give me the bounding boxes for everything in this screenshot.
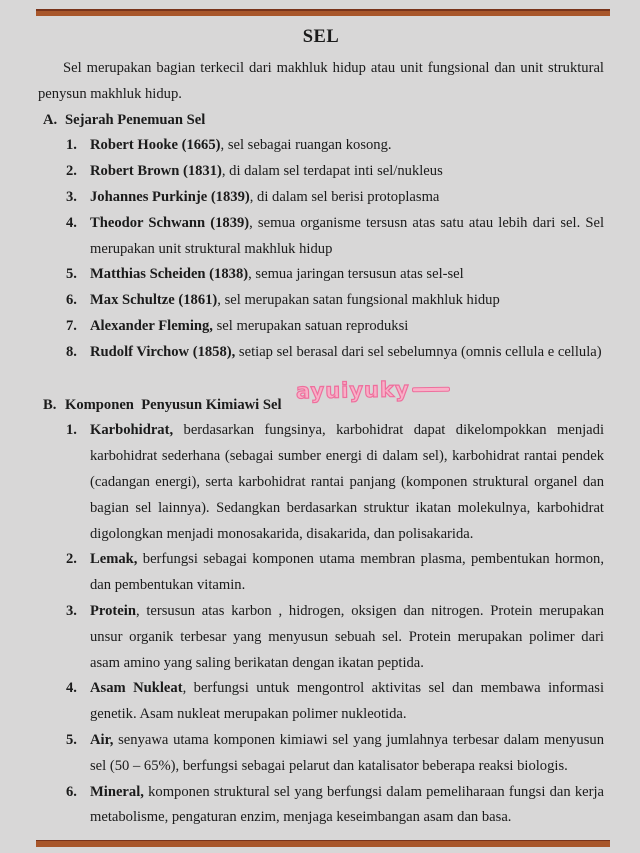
section-a-label: A. [43,111,58,128]
list-number: 6. [66,292,77,309]
list-number: 3. [66,188,77,205]
list-item-body [90,262,604,288]
list-item [38,676,604,728]
list-item-text: , di dalam sel berisi protoplasma [249,188,440,205]
list-item [38,728,604,780]
list-item-text: , semua jaringan tersusun atas sel-sel [248,266,464,283]
list-item [38,340,604,366]
section-a-header [38,108,604,134]
list-number: 4. [66,680,77,697]
list-item-lead: Johannes Purkinje (1839) [90,188,250,205]
list-item-text: komponen struktural sel yang berfungsi dalam pemeliharaan fungsi dan kerja metabolisme, pengaturan enzim, menjaga keseimbangan asam dan basa. [90,783,604,826]
list-item-text: , berfungsi untuk mengontrol aktivitas sel dan membawa informasi genetik. Asam nukleat merupakan polimer nukleotida. [90,680,604,723]
list-item [38,314,604,340]
list-item-lead: Matthias Scheiden (1838) [90,266,249,283]
list-item-text: setiap sel berasal dari sel sebelumnya (omnis cellula e cellula) [235,343,602,360]
list-item [38,599,604,676]
list-item-lead: Max Schultze (1861) [90,292,218,309]
watermark-dash-icon [412,387,450,393]
list-item-text: senyawa utama komponen kimiawi sel yang jumlahnya terbesar dalam menyusun sel (50 – 65%), berfungsi sebagai pelarut dan katalisator beberapa reaksi biologis. [90,731,604,774]
bottom-divider [36,840,610,847]
watermark [296,377,450,404]
list-item [38,133,604,159]
list-item [38,547,604,599]
list-number: 4. [66,214,77,231]
list-item-body [90,418,604,547]
list-item-body [90,340,604,366]
list-item [38,262,604,288]
list-item-body [90,314,604,340]
list-item-lead: Mineral, [90,783,144,800]
list-item-lead: Theodor Schwann (1839) [90,214,250,231]
list-item-body [90,599,604,676]
list-item [38,780,604,832]
page-title: SEL [302,27,340,47]
top-divider [36,9,610,16]
list-item-body [90,780,604,832]
list-number: 7. [66,317,77,334]
list-item-text: , di dalam sel terdapat inti sel/nukleus [221,163,443,180]
list-item-lead: Robert Hooke (1665) [90,137,221,154]
list-number: 1. [66,137,77,154]
list-item-text: berdasarkan fungsinya, karbohidrat dapat dikelompokkan menjadi karbohidrat sederhana (sebagai sumber energi di dalam sel), karbohidrat rantai pendek (cadangan energi), serta karbohidrat rantai panjang (komponen struktural organel dan bagian sel lainnya). Sedangkan berdasarkan struktur ikatan molekulnya, karbohidrat digolongkan menjadi monosakarida, disakarida, dan polisakarida. [90,422,604,542]
list-item-lead: Alexander Fleming, [90,317,213,334]
list-number: 5. [66,731,77,748]
list-item-lead: Lemak, [90,551,138,568]
section-b-heading: Komponen Penyusun Kimiawi Sel [65,396,282,413]
list-item [38,159,604,185]
list-number: 6. [66,783,77,800]
list-item-body [90,547,604,599]
list-item-lead: Protein [90,602,136,619]
list-item-body [90,676,604,728]
list-number: 2. [66,551,77,568]
list-item-text: berfungsi sebagai komponen utama membran plasma, pembentukan hormon, dan pembentukan vitamin. [90,551,604,594]
list-item-body [90,185,604,211]
section-a-heading: Sejarah Penemuan Sel [65,111,206,128]
section-a [38,108,604,366]
list-number: 5. [66,266,77,283]
list-item-body [90,133,604,159]
list-item-lead: Air, [90,731,114,748]
section-b-label: B. [43,396,57,413]
list-item [38,288,604,314]
list-item [38,211,604,263]
list-number: 1. [66,422,77,439]
list-item-lead: Karbohidrat, [90,422,174,439]
watermark-text: ayuiyuky [295,377,410,404]
list-number: 8. [66,343,77,360]
list-item-text: sel merupakan satuan reproduksi [212,317,409,334]
list-item-text: , semua organisme tersusn atas satu atau lebih dari sel. Sel merupakan unit struktural makhluk hidup [90,214,605,257]
list-item-lead: Asam Nukleat [90,680,183,697]
intro-paragraph: Sel merupakan bagian terkecil dari makhluk hidup atau unit fungsional dan unit struktural penysun makhluk hidup. [38,60,604,102]
list-item-body [90,728,604,780]
list-item-body [90,159,604,185]
list-item-lead: Robert Brown (1831) [90,163,222,180]
list-item-text: , sel sebagai ruangan kosong. [220,137,392,154]
document-page [0,26,640,831]
list-item-text: , tersusun atas karbon , hidrogen, oksigen dan nitrogen. Protein merupakan unsur organik terbesar yang menyusun sebuah sel. Protein merupakan polimer dari asam amino yang saling berikatan dengan ikatan peptida. [90,602,604,671]
list-number: 3. [66,602,77,619]
section-b [38,393,604,832]
list-number: 2. [66,163,77,180]
list-item [38,418,604,547]
list-item-lead: Rudolf Virchow (1858), [90,343,236,360]
list-item-text: , sel merupakan satan fungsional makhluk hidup [217,292,500,309]
list-item-body [90,288,604,314]
list-item [38,185,604,211]
list-item-body [90,211,604,263]
